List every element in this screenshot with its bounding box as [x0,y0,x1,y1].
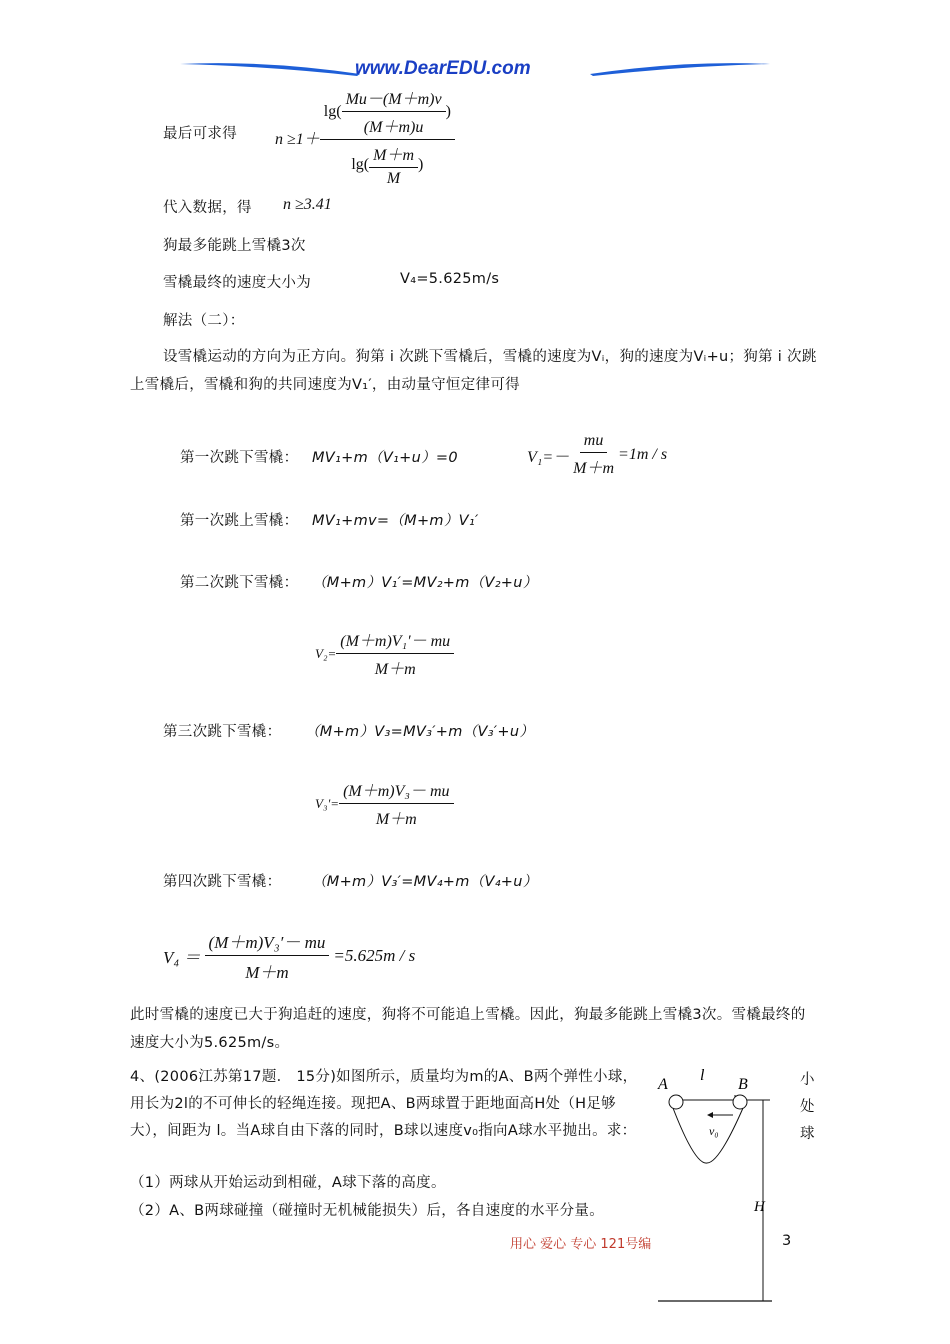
v2-num: (M＋m)V₁′－ mu [336,628,454,654]
v1-num: mu [580,432,608,453]
v4-num: (M＋m)V₃′－ mu [205,928,330,956]
v2-den: M＋m [374,661,416,678]
v3-prefix: V₃′= [315,795,340,811]
max-jumps: 狗最多能跳上雪橇3次 [163,238,306,254]
lg-den-close: ) [418,156,424,173]
jump1-down-label: 第一次跳下雪橇： [180,450,299,466]
jump1-down-eq: MV₁+m（V₁+u）=0 [312,450,458,466]
ball-a [669,1095,683,1109]
v3-formula [315,778,454,829]
v1-suffix: =1m / s [618,446,668,463]
inner-num: Mu－(M＋m)v [342,86,446,112]
lg-den: lg( [351,156,370,173]
n-formula [275,86,455,188]
v3-num: (M＋m)V₃－ mu [339,778,453,804]
inner-den: (M＋m)u [363,119,424,136]
final-label: 最后可求得 [163,126,237,142]
v4-den: M＋m [245,963,289,982]
n-inequality: n ≥1＋ [275,130,320,148]
v1-prefix: V₁=－ [527,448,570,466]
jump2-down-eq: （M+m）V₁′=MV₂+m（V₂+u） [312,575,538,591]
den-den: M [386,170,401,187]
jump1-up-label: 第一次跳上雪橇： [180,513,299,529]
problem4-figure [655,1065,775,1310]
rope [673,1108,743,1163]
v1-formula [527,432,667,478]
jump3-down-label: 第三次跳下雪橇： [163,724,282,740]
n-result: n ≥3.41 [283,196,332,213]
site-link[interactable]: www.DearEDU.com [355,58,531,79]
v2-prefix: V₂= [315,645,337,661]
label-v0: v₀ [709,1124,719,1138]
label-h: H [754,1199,765,1215]
jump4-down-eq: （M+m）V₃′=MV₄+m（V₄+u） [312,874,538,890]
intro-paragraph: 设雪橇运动的方向为正方向。狗第 i 次跳下雪橇后，雪橇的速度为Vᵢ，狗的速度为Vᵢ+u；狗第 i 次跳上雪橇后，雪橇和狗的共同速度为V₁′，由动量守恒定律可得 [130,349,817,393]
label-b: B [738,1076,748,1093]
problem4-side-1: 小 [800,1072,815,1088]
ball-b [733,1095,747,1109]
label-a: A [658,1076,668,1093]
v1-den: M＋m [573,460,615,477]
page-number: 3 [782,1233,792,1249]
jump2-down-label: 第二次跳下雪橇： [180,575,299,591]
method2-heading: 解法（二）： [163,313,245,329]
v4-formula [163,928,415,983]
v3-den: M＋m [375,811,417,828]
substitute-label: 代入数据，得 [163,200,252,216]
lg-num-close: ) [445,102,451,120]
jump1-up-eq: MV₁+mv=（M+m）V₁′ [312,513,479,529]
lg-num: lg( [323,102,342,120]
problem4-side-3: 球 [800,1126,815,1142]
label-l: l [700,1067,705,1084]
problem4-q1: （1）两球从开始运动到相碰，A球下落的高度。 [130,1175,446,1191]
problem4-text: 4、(2006江苏第17题． 15分)如图所示，质量均为m的A、B两个弹性小球，用长为2l的不可伸长的轻绳连接。现把A、B两球置于距地面高H处（H足够大），间距为 l。当A球自由下落的同时，B球以速度v₀指向A球水平抛出。求： [130,1069,638,1139]
conclusion-paragraph: 此时雪橇的速度已大于狗追赶的速度，狗将不可能追上雪橇。因此，狗最多能跳上雪橇3次。雪橇最终的速度大小为5.625m/s。 [130,1007,806,1051]
n-fraction [320,86,455,188]
footer-text: 用心 爱心 专心 121号编 [510,1237,652,1252]
final-speed-value: V₄=5.625m/s [400,271,500,287]
jump3-down-eq: （M+m）V₃=MV₃′+m（V₃′+u） [305,724,535,740]
final-speed-label: 雪橇最终的速度大小为 [163,275,311,291]
den-num: M＋m [369,142,418,168]
v2-formula [315,628,454,679]
v4-suffix: =5.625m / s [333,945,416,965]
problem4-side-2: 处 [800,1099,815,1115]
problem4-q2: （2）A、B两球碰撞（碰撞时无机械能损失）后，各自速度的水平分量。 [130,1203,604,1219]
jump4-down-label: 第四次跳下雪橇： [163,874,282,890]
v4-prefix: V₄ ＝ [163,948,201,967]
